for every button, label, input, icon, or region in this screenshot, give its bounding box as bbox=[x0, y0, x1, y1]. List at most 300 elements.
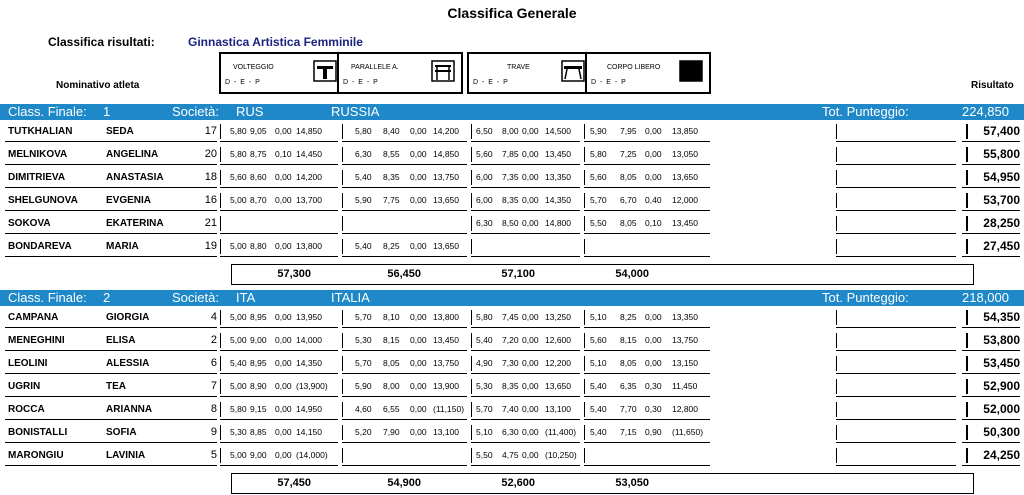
column-separator bbox=[342, 124, 343, 139]
column-separator bbox=[471, 170, 472, 185]
score-d: 5,90 bbox=[590, 126, 607, 136]
score-d: 6,30 bbox=[476, 218, 493, 228]
athlete-surname: UGRIN bbox=[8, 381, 41, 392]
athlete-firstname: ANASTASIA bbox=[106, 172, 164, 183]
score-e: 8,70 bbox=[250, 195, 267, 205]
score-d: 5,80 bbox=[355, 126, 372, 136]
score-d: 6,50 bbox=[476, 126, 493, 136]
athlete-surname: CAMPANA bbox=[8, 312, 59, 323]
athlete-surname: MARONGIU bbox=[8, 450, 64, 461]
score-e: 8,10 bbox=[383, 312, 400, 322]
result-column-header: Risultato bbox=[971, 80, 1014, 91]
apparatus-total: 53,050 bbox=[615, 477, 649, 489]
row-underline bbox=[342, 233, 467, 234]
row-underline bbox=[220, 187, 338, 188]
score-total: 14,850 bbox=[433, 149, 459, 159]
score-total: 13,950 bbox=[296, 312, 322, 322]
score-total: 13,450 bbox=[433, 335, 459, 345]
row-underline bbox=[836, 233, 956, 234]
athlete-row bbox=[0, 235, 1024, 258]
athlete-firstname: ALESSIA bbox=[106, 358, 150, 369]
row-underline bbox=[836, 373, 956, 374]
athlete-firstname: ANGELINA bbox=[106, 149, 159, 160]
row-underline bbox=[584, 327, 710, 328]
score-d: 5,60 bbox=[476, 149, 493, 159]
score-p: 0,00 bbox=[275, 358, 292, 368]
athlete-row bbox=[0, 444, 1024, 467]
score-p: 0,00 bbox=[645, 312, 662, 322]
column-separator bbox=[471, 147, 472, 162]
column-separator bbox=[220, 448, 221, 463]
score-d: 5,50 bbox=[590, 218, 607, 228]
total-score-value: 224,850 bbox=[962, 104, 1009, 119]
column-separator bbox=[584, 379, 585, 394]
row-underline bbox=[836, 465, 956, 466]
row-underline bbox=[5, 350, 217, 351]
row-underline bbox=[471, 256, 580, 257]
row-underline bbox=[220, 256, 338, 257]
row-underline bbox=[5, 419, 217, 420]
column-separator bbox=[220, 379, 221, 394]
row-underline bbox=[342, 396, 467, 397]
column-separator bbox=[836, 356, 837, 371]
row-underline bbox=[342, 442, 467, 443]
score-p: 0,00 bbox=[275, 335, 292, 345]
row-underline bbox=[471, 187, 580, 188]
bars-icon bbox=[431, 60, 455, 82]
society-country: ITALIA bbox=[331, 290, 370, 305]
score-d: 5,40 bbox=[590, 427, 607, 437]
score-d: 5,40 bbox=[230, 358, 247, 368]
score-d: 5,90 bbox=[355, 381, 372, 391]
score-e: 7,40 bbox=[502, 404, 519, 414]
row-underline bbox=[471, 164, 580, 165]
vault-icon bbox=[313, 60, 337, 82]
column-separator bbox=[220, 239, 221, 254]
athlete-surname: MELNIKOVA bbox=[8, 149, 68, 160]
row-underline bbox=[836, 396, 956, 397]
apparatus-total: 57,300 bbox=[277, 268, 311, 280]
athlete-firstname: TEA bbox=[106, 381, 126, 392]
athlete-surname: LEOLINI bbox=[8, 358, 48, 369]
score-total: 13,450 bbox=[672, 218, 698, 228]
column-separator bbox=[471, 193, 472, 208]
society-label: Società: bbox=[172, 290, 219, 305]
row-underline bbox=[471, 465, 580, 466]
column-separator bbox=[836, 193, 837, 208]
score-total: 13,150 bbox=[672, 358, 698, 368]
row-underline bbox=[584, 373, 710, 374]
column-separator bbox=[342, 402, 343, 417]
score-p: 0,00 bbox=[410, 404, 427, 414]
score-total: 13,700 bbox=[296, 195, 322, 205]
score-total: 11,450 bbox=[672, 381, 698, 391]
score-p: 0,00 bbox=[522, 195, 539, 205]
score-e: 7,25 bbox=[620, 149, 637, 159]
row-underline bbox=[5, 396, 217, 397]
score-p: 0,00 bbox=[522, 335, 539, 345]
score-d: 5,40 bbox=[590, 404, 607, 414]
athlete-bib: 2 bbox=[210, 334, 217, 346]
row-underline bbox=[471, 141, 580, 142]
row-underline bbox=[471, 350, 580, 351]
score-p: 0,00 bbox=[275, 381, 292, 391]
athlete-column-header: Nominativo atleta bbox=[56, 80, 140, 91]
score-d: 5,10 bbox=[476, 427, 493, 437]
row-underline bbox=[584, 164, 710, 165]
row-underline bbox=[5, 373, 217, 374]
score-total: 13,650 bbox=[672, 172, 698, 182]
score-d: 5,00 bbox=[230, 312, 247, 322]
row-underline bbox=[836, 327, 956, 328]
column-separator bbox=[220, 124, 221, 139]
row-underline bbox=[836, 350, 956, 351]
row-underline bbox=[220, 419, 338, 420]
row-underline bbox=[342, 465, 467, 466]
class-finale-label: Class. Finale: bbox=[8, 290, 87, 305]
column-separator bbox=[471, 124, 472, 139]
score-p: 0,00 bbox=[275, 172, 292, 182]
score-p: 0,00 bbox=[645, 358, 662, 368]
row-underline bbox=[584, 465, 710, 466]
score-e: 8,15 bbox=[620, 335, 637, 345]
score-total: 12,800 bbox=[672, 404, 698, 414]
score-total: 13,650 bbox=[433, 195, 459, 205]
score-p: 0,30 bbox=[645, 404, 662, 414]
column-separator bbox=[471, 356, 472, 371]
score-e: 6,35 bbox=[620, 381, 637, 391]
score-e: 8,00 bbox=[383, 381, 400, 391]
column-separator bbox=[220, 402, 221, 417]
row-underline bbox=[5, 465, 217, 466]
score-total: (14,000) bbox=[296, 450, 328, 460]
score-e: 6,55 bbox=[383, 404, 400, 414]
column-separator bbox=[471, 333, 472, 348]
score-total: 13,250 bbox=[545, 312, 571, 322]
athlete-bib: 17 bbox=[204, 125, 217, 137]
apparatus-floor bbox=[585, 52, 711, 94]
row-underline bbox=[471, 396, 580, 397]
column-separator bbox=[836, 333, 837, 348]
score-p: 0,40 bbox=[645, 195, 662, 205]
row-underline bbox=[220, 141, 338, 142]
apparatus-dep: D - E - P bbox=[343, 79, 379, 86]
apparatus-totals bbox=[231, 264, 974, 285]
apparatus-beam bbox=[467, 52, 593, 94]
athlete-bib: 4 bbox=[210, 311, 217, 323]
team-header bbox=[0, 104, 1024, 120]
column-separator bbox=[836, 379, 837, 394]
score-e: 8,05 bbox=[620, 218, 637, 228]
score-p: 0,00 bbox=[410, 335, 427, 345]
score-p: 0,00 bbox=[522, 450, 539, 460]
apparatus-total: 52,600 bbox=[501, 477, 535, 489]
score-total: 13,800 bbox=[296, 241, 322, 251]
score-p: 0,00 bbox=[522, 126, 539, 136]
score-total: 14,000 bbox=[296, 335, 322, 345]
row-underline bbox=[220, 350, 338, 351]
column-separator bbox=[220, 147, 221, 162]
score-d: 5,30 bbox=[476, 381, 493, 391]
row-underline bbox=[584, 256, 710, 257]
column-separator bbox=[471, 448, 472, 463]
score-e: 6,30 bbox=[502, 427, 519, 437]
row-underline bbox=[220, 396, 338, 397]
score-total: 14,200 bbox=[433, 126, 459, 136]
row-underline bbox=[342, 419, 467, 420]
apparatus-vault bbox=[219, 52, 345, 94]
row-underline bbox=[5, 256, 217, 257]
column-separator bbox=[471, 216, 472, 231]
beam-icon bbox=[561, 60, 585, 82]
score-e: 7,30 bbox=[502, 358, 519, 368]
athlete-row bbox=[0, 375, 1024, 398]
score-total: 13,450 bbox=[545, 149, 571, 159]
score-d: 5,00 bbox=[230, 381, 247, 391]
score-total: 13,750 bbox=[433, 172, 459, 182]
total-score-label: Tot. Punteggio: bbox=[822, 290, 909, 305]
score-d: 5,80 bbox=[230, 126, 247, 136]
score-total: 13,350 bbox=[672, 312, 698, 322]
score-total: (13,900) bbox=[296, 381, 328, 391]
row-underline bbox=[342, 141, 467, 142]
score-p: 0,00 bbox=[410, 381, 427, 391]
score-p: 0,00 bbox=[275, 241, 292, 251]
apparatus-total: 54,000 bbox=[615, 268, 649, 280]
score-p: 0,00 bbox=[410, 172, 427, 182]
athlete-surname: SHELGUNOVA bbox=[8, 195, 78, 206]
score-p: 0,00 bbox=[275, 404, 292, 414]
score-e: 8,80 bbox=[250, 241, 267, 251]
column-separator bbox=[471, 379, 472, 394]
row-underline bbox=[5, 187, 217, 188]
row-underline bbox=[220, 164, 338, 165]
apparatus-total: 57,450 bbox=[277, 477, 311, 489]
score-total: (11,650) bbox=[672, 427, 704, 437]
column-separator bbox=[342, 379, 343, 394]
athlete-bib: 18 bbox=[204, 171, 217, 183]
athlete-surname: BONDAREVA bbox=[8, 241, 72, 252]
score-e: 7,45 bbox=[502, 312, 519, 322]
athlete-row bbox=[0, 421, 1024, 444]
row-underline bbox=[836, 442, 956, 443]
column-separator bbox=[584, 124, 585, 139]
athlete-surname: TUTKHALIAN bbox=[8, 126, 73, 137]
row-underline bbox=[836, 419, 956, 420]
score-d: 5,80 bbox=[230, 404, 247, 414]
column-separator bbox=[220, 356, 221, 371]
athlete-firstname: SOFIA bbox=[106, 427, 137, 438]
athlete-row bbox=[0, 398, 1024, 421]
athlete-firstname: LAVINIA bbox=[106, 450, 146, 461]
score-total: 12,000 bbox=[672, 195, 698, 205]
row-underline bbox=[836, 141, 956, 142]
athlete-row bbox=[0, 143, 1024, 166]
athlete-bib: 7 bbox=[210, 380, 217, 392]
score-d: 5,70 bbox=[590, 195, 607, 205]
score-total: 13,850 bbox=[672, 126, 698, 136]
row-underline bbox=[584, 210, 710, 211]
society-code: RUS bbox=[236, 104, 264, 119]
column-separator bbox=[584, 425, 585, 440]
score-d: 6,00 bbox=[476, 195, 493, 205]
score-e: 8,00 bbox=[502, 126, 519, 136]
score-d: 5,10 bbox=[590, 312, 607, 322]
column-separator bbox=[836, 124, 837, 139]
column-separator bbox=[836, 216, 837, 231]
column-separator bbox=[584, 216, 585, 231]
score-p: 0,00 bbox=[275, 427, 292, 437]
column-separator bbox=[836, 425, 837, 440]
athlete-row bbox=[0, 329, 1024, 352]
row-underline bbox=[471, 233, 580, 234]
column-separator bbox=[584, 147, 585, 162]
athlete-bib: 20 bbox=[204, 148, 217, 160]
score-total: 14,950 bbox=[296, 404, 322, 414]
row-underline bbox=[471, 327, 580, 328]
score-e: 9,05 bbox=[250, 126, 267, 136]
column-separator bbox=[584, 333, 585, 348]
score-e: 8,50 bbox=[502, 218, 519, 228]
row-underline bbox=[471, 419, 580, 420]
athlete-bib: 5 bbox=[210, 449, 217, 461]
score-e: 8,95 bbox=[250, 358, 267, 368]
class-finale-rank: 1 bbox=[103, 104, 111, 119]
athlete-bib: 9 bbox=[210, 426, 217, 438]
total-score-label: Tot. Punteggio: bbox=[822, 104, 909, 119]
column-separator bbox=[342, 239, 343, 254]
score-d: 5,60 bbox=[590, 335, 607, 345]
column-separator bbox=[220, 425, 221, 440]
column-separator bbox=[342, 193, 343, 208]
column-separator bbox=[220, 333, 221, 348]
score-p: 0,00 bbox=[275, 312, 292, 322]
athlete-result: 54,950 bbox=[983, 170, 1020, 184]
society-code: ITA bbox=[236, 290, 256, 305]
athlete-firstname: MARIA bbox=[106, 241, 139, 252]
athlete-result: 50,300 bbox=[983, 425, 1020, 439]
column-separator bbox=[836, 147, 837, 162]
athlete-firstname: SEDA bbox=[106, 126, 134, 137]
society-country: RUSSIA bbox=[331, 104, 380, 119]
athlete-result: 57,400 bbox=[983, 124, 1020, 138]
score-total: 14,450 bbox=[296, 149, 322, 159]
row-underline bbox=[584, 233, 710, 234]
score-total: (11,150) bbox=[433, 404, 465, 414]
score-e: 8,40 bbox=[383, 126, 400, 136]
athlete-result: 54,350 bbox=[983, 310, 1020, 324]
score-p: 0,00 bbox=[410, 312, 427, 322]
score-total: (10,250) bbox=[545, 450, 577, 460]
athlete-row bbox=[0, 306, 1024, 329]
score-e: 8,60 bbox=[250, 172, 267, 182]
athlete-surname: DIMITRIEVA bbox=[8, 172, 66, 183]
row-underline bbox=[5, 141, 217, 142]
row-underline bbox=[5, 210, 217, 211]
score-p: 0,00 bbox=[410, 358, 427, 368]
score-e: 8,75 bbox=[250, 149, 267, 159]
athlete-row bbox=[0, 212, 1024, 235]
score-e: 7,95 bbox=[620, 126, 637, 136]
apparatus-name: VOLTEGGIO bbox=[233, 64, 274, 71]
score-e: 8,25 bbox=[383, 241, 400, 251]
athlete-result: 53,450 bbox=[983, 356, 1020, 370]
column-separator bbox=[342, 310, 343, 325]
row-underline bbox=[342, 187, 467, 188]
apparatus-name: TRAVE bbox=[507, 64, 530, 71]
score-total: 13,750 bbox=[672, 335, 698, 345]
row-underline bbox=[5, 327, 217, 328]
results-discipline: Ginnastica Artistica Femminile bbox=[188, 35, 363, 49]
column-separator bbox=[836, 310, 837, 325]
score-e: 8,05 bbox=[383, 358, 400, 368]
athlete-result: 53,800 bbox=[983, 333, 1020, 347]
row-underline bbox=[5, 164, 217, 165]
class-finale-rank: 2 bbox=[103, 290, 111, 305]
row-underline bbox=[584, 187, 710, 188]
athlete-firstname: GIORGIA bbox=[106, 312, 150, 323]
column-separator bbox=[342, 425, 343, 440]
score-p: 0,00 bbox=[410, 195, 427, 205]
score-total: 14,200 bbox=[296, 172, 322, 182]
athlete-surname: SOKOVA bbox=[8, 218, 51, 229]
row-underline bbox=[220, 233, 338, 234]
column-separator bbox=[584, 448, 585, 463]
athlete-firstname: ELISA bbox=[106, 335, 136, 346]
row-underline bbox=[471, 442, 580, 443]
column-separator bbox=[584, 193, 585, 208]
row-underline bbox=[342, 256, 467, 257]
floor-icon bbox=[679, 60, 703, 82]
athlete-bib: 21 bbox=[204, 217, 217, 229]
athlete-bib: 16 bbox=[204, 194, 217, 206]
score-total: 13,750 bbox=[433, 358, 459, 368]
score-e: 6,70 bbox=[620, 195, 637, 205]
score-e: 9,00 bbox=[250, 335, 267, 345]
athlete-bib: 6 bbox=[210, 357, 217, 369]
score-total: 13,650 bbox=[545, 381, 571, 391]
score-p: 0,00 bbox=[410, 126, 427, 136]
column-separator bbox=[342, 448, 343, 463]
score-total: 12,200 bbox=[545, 358, 571, 368]
score-p: 0,90 bbox=[645, 427, 662, 437]
score-d: 5,00 bbox=[230, 450, 247, 460]
score-p: 0,00 bbox=[410, 149, 427, 159]
apparatus-dep: D - E - P bbox=[225, 79, 261, 86]
score-total: 13,350 bbox=[545, 172, 571, 182]
athlete-firstname: EVGENIA bbox=[106, 195, 152, 206]
apparatus-dep: D - E - P bbox=[591, 79, 627, 86]
column-separator bbox=[342, 170, 343, 185]
athlete-bib: 19 bbox=[204, 240, 217, 252]
score-p: 0,00 bbox=[645, 126, 662, 136]
score-e: 7,20 bbox=[502, 335, 519, 345]
apparatus-total: 54,900 bbox=[387, 477, 421, 489]
score-d: 5,30 bbox=[230, 427, 247, 437]
athlete-surname: BONISTALLI bbox=[8, 427, 68, 438]
score-e: 7,70 bbox=[620, 404, 637, 414]
score-p: 0,00 bbox=[645, 172, 662, 182]
class-finale-label: Class. Finale: bbox=[8, 104, 87, 119]
row-underline bbox=[471, 373, 580, 374]
score-p: 0,00 bbox=[522, 404, 539, 414]
score-d: 4,60 bbox=[355, 404, 372, 414]
score-p: 0,10 bbox=[275, 149, 292, 159]
score-total: (11,400) bbox=[545, 427, 577, 437]
column-separator bbox=[342, 356, 343, 371]
score-d: 5,60 bbox=[230, 172, 247, 182]
score-d: 5,60 bbox=[590, 172, 607, 182]
